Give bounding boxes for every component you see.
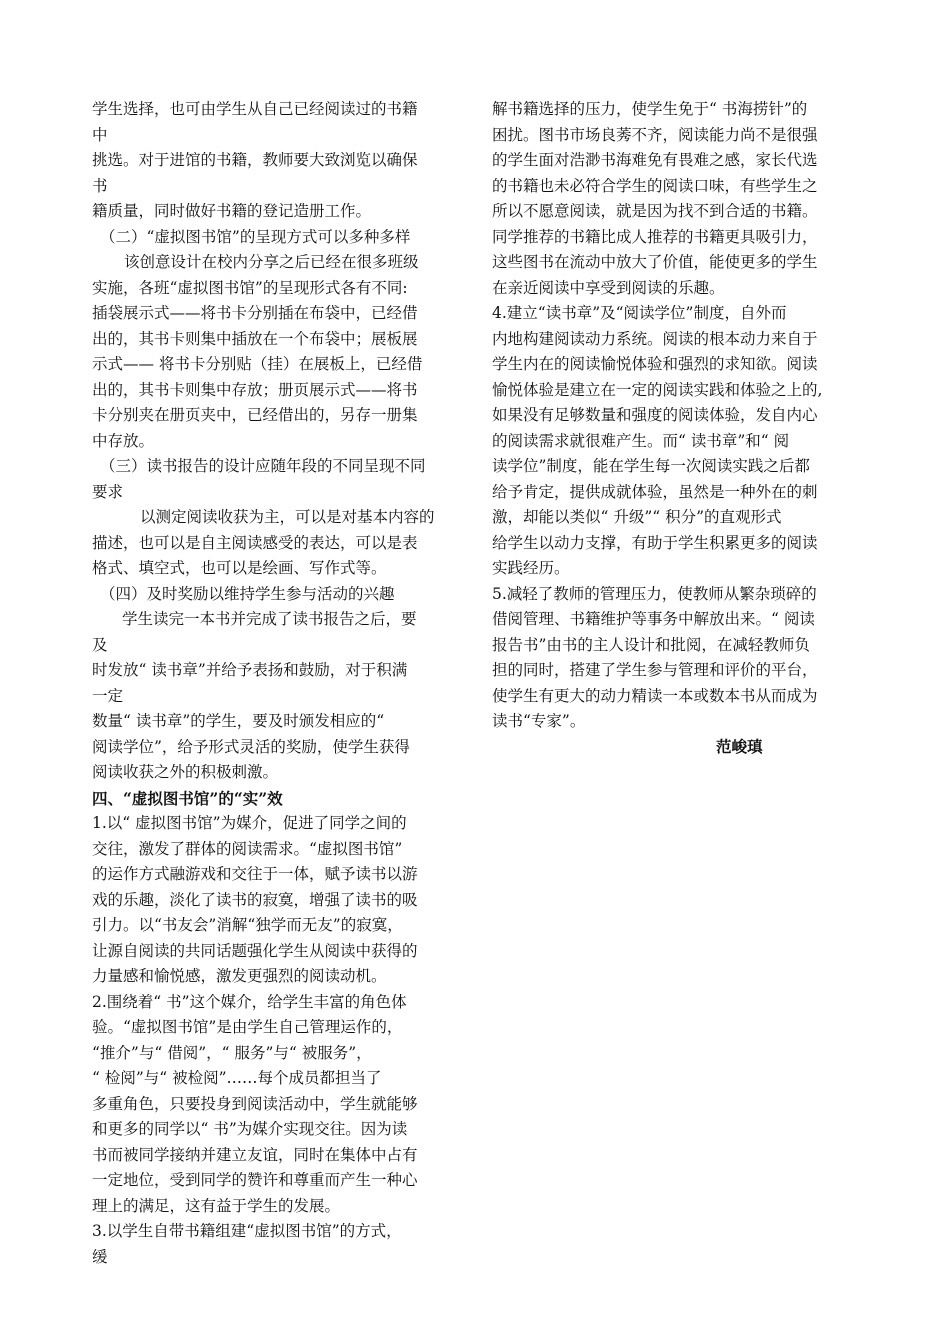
text-line: 同学推荐的书籍比成人推荐的书籍更具吸引力， bbox=[492, 227, 818, 246]
section-heading: 四、“虚拟图书馆”的“实”效 bbox=[92, 788, 283, 808]
text-line: 阅读学位”，给予形式灵活的奖励，使学生获得 bbox=[92, 737, 410, 756]
text-line: 在亲近阅读中享受到阅读的乐趣。 bbox=[492, 278, 725, 297]
text-line: 愉悦体验是建立在一定的阅读实践和体验之上的, bbox=[492, 380, 823, 399]
text-line: 示式—— 将书卡分别贴（挂）在展板上，已经借 bbox=[92, 355, 423, 373]
text-line: 困扰。图书市场良莠不齐，阅读能力尚不是很强 bbox=[492, 125, 818, 144]
text-line: 实施，各班“虚拟图书馆”的呈现形式各有不同: bbox=[92, 278, 408, 297]
text-line: 3.以学生自带书籍组建“虚拟图书馆”的方式， bbox=[92, 1222, 402, 1240]
text-line: 报告书”由书的主人设计和批阅，在减轻教师负 bbox=[492, 635, 810, 654]
text-line: 的学生面对浩渺书海难免有畏难之感，家长代选 bbox=[492, 151, 818, 169]
author-name: 范峻瑱 bbox=[716, 737, 763, 756]
text-line: 该创意设计在校内分享之后已经在很多班级 bbox=[124, 253, 419, 271]
text-line: 使学生有更大的动力精读一本或数本书从而成为 bbox=[492, 686, 818, 705]
text-line: 格式、填空式，也可以是绘画、写作式等。 bbox=[92, 559, 387, 577]
text-line: 实践经历。 bbox=[492, 559, 570, 577]
text-line: 和更多的同学以“ 书”为媒介实现交往。因为读 bbox=[92, 1120, 408, 1138]
text-line: 多重角色，只要投身到阅读活动中，学生就能够 bbox=[92, 1094, 418, 1113]
text-line: 内地构建阅读动力系统。阅读的根本动力来自于 bbox=[492, 329, 818, 348]
text-line: 学生内在的阅读愉悦体验和强烈的求知欲。阅读 bbox=[492, 355, 818, 373]
text-line: 给予肯定，提供成就体验，虽然是一种外在的刺 bbox=[492, 482, 818, 501]
text-line: 书 bbox=[92, 176, 108, 195]
text-line: 担的同时，搭建了学生参与管理和评价的平台， bbox=[492, 661, 818, 679]
text-line: （四）及时奖励以维持学生参与活动的兴趣 bbox=[100, 584, 395, 603]
text-line: “ 检阅”与“ 被检阅”……每个成员都担当了 bbox=[92, 1069, 382, 1087]
text-line: （三）读书报告的设计应随年段的不同呈现不同 bbox=[100, 457, 426, 475]
text-line: （二）“虚拟图书馆”的呈现方式可以多种多样 bbox=[100, 227, 411, 246]
right-column bbox=[492, 97, 852, 760]
text-line: 戏的乐趣，淡化了读书的寂寞，增强了读书的吸 bbox=[92, 890, 418, 909]
text-line: 的书籍也未必符合学生的阅读口味，有些学生之 bbox=[492, 176, 818, 195]
left-column bbox=[92, 97, 452, 1270]
text-line: 引力。以“书友会”消解“独学而无友”的寂寞， bbox=[92, 916, 403, 934]
text-line: 籍质量，同时做好书籍的登记造册工作。 bbox=[92, 202, 372, 220]
text-line: 解书籍选择的压力，使学生免于“ 书海捞针”的 bbox=[492, 100, 808, 118]
text-line: 4.建立“读书章”及“阅读学位”制度，自外而 bbox=[492, 304, 787, 322]
text-line: 描述，也可以是自主阅读感受的表达，可以是表 bbox=[92, 533, 418, 552]
text-line: 中 bbox=[92, 125, 108, 144]
text-line: 出的，其书卡则集中插放在一个布袋中；展板展 bbox=[92, 329, 418, 348]
text-line: 插袋展示式——将书卡分别插在布袋中，已经借 bbox=[92, 304, 418, 322]
text-line: 这些图书在流动中放大了价值，能使更多的学生 bbox=[492, 253, 818, 271]
text-line: 如果没有足够数量和强度的阅读体验，发自内心 bbox=[492, 406, 818, 424]
text-line: 力量感和愉悦感，激发更强烈的阅读动机。 bbox=[92, 967, 387, 985]
text-line: 借阅管理、书籍维护等事务中解放出来。“ 阅读 bbox=[492, 610, 815, 628]
text-line: 数量“ 读书章”的学生，要及时颁发相应的“ bbox=[92, 712, 385, 730]
text-line: 读书“专家”。 bbox=[492, 712, 586, 730]
text-line: 阅读收获之外的积极刺激。 bbox=[92, 763, 279, 781]
text-line: 的运作方式融游戏和交往于一体，赋予读书以游 bbox=[92, 865, 418, 883]
text-line: 书而被同学接纳并建立友谊，同时在集体中占有 bbox=[92, 1145, 418, 1164]
text-line: 的阅读需求就很难产生。而“ 读书章”和“ 阅 bbox=[492, 431, 790, 450]
text-line: 5.减轻了教师的管理压力，使教师从繁杂琐碎的 bbox=[492, 584, 817, 603]
text-line: 读学位”制度，能在学生每一次阅读实践之后都 bbox=[492, 457, 810, 475]
text-line: 挑选。对于进馆的书籍，教师要大致浏览以确保 bbox=[92, 151, 418, 169]
text-line: 给学生以动力支撑，有助于学生积累更多的阅读 bbox=[492, 533, 818, 552]
text-line: 2.围绕着“ 书”这个媒介，给学生丰富的角色体 bbox=[92, 992, 407, 1011]
text-line: 中存放。 bbox=[92, 431, 155, 450]
text-line: 所以不愿意阅读，就是因为找不到合适的书籍。 bbox=[492, 202, 818, 220]
text-line: 及 bbox=[92, 635, 108, 654]
text-line: “推介”与“ 借阅”，“ 服务”与“ 被服务”， bbox=[92, 1043, 372, 1062]
text-line: 学生选择，也可由学生从自己已经阅读过的书籍 bbox=[92, 100, 418, 118]
text-line: 1.以“ 虚拟图书馆”为媒介，促进了同学之间的 bbox=[92, 814, 407, 832]
text-line: 出的，其书卡则集中存放；册页展示式——将书 bbox=[92, 380, 418, 399]
text-line: 交往，激发了群体的阅读需求。“虚拟图书馆” bbox=[92, 839, 403, 858]
text-line: 要求 bbox=[92, 482, 124, 501]
text-line: 让源自阅读的共同话题强化学生从阅读中获得的 bbox=[92, 941, 418, 960]
text-line: 一定 bbox=[92, 686, 124, 705]
text-line: 激，却能以类似“ 升级”“ 积分”的直观形式 bbox=[492, 508, 782, 526]
text-line: 一定地位，受到同学的赞许和尊重而产生一种心 bbox=[92, 1171, 418, 1189]
text-line: 缓 bbox=[92, 1247, 108, 1266]
text-line: 时发放“ 读书章”并给予表扬和鼓励，对于积满 bbox=[92, 661, 408, 679]
text-line: 以测定阅读收获为主，可以是对基本内容的 bbox=[140, 508, 435, 526]
text-line: 验。“虚拟图书馆”是由学生自己管理运作的， bbox=[92, 1018, 403, 1036]
text-line: 卡分别夹在册页夹中，已经借出的，另存一册集 bbox=[92, 406, 418, 424]
text-line: 学生读完一本书并完成了读书报告之后，要 bbox=[122, 610, 417, 628]
text-line: 理上的满足，这有益于学生的发展。 bbox=[92, 1196, 341, 1215]
